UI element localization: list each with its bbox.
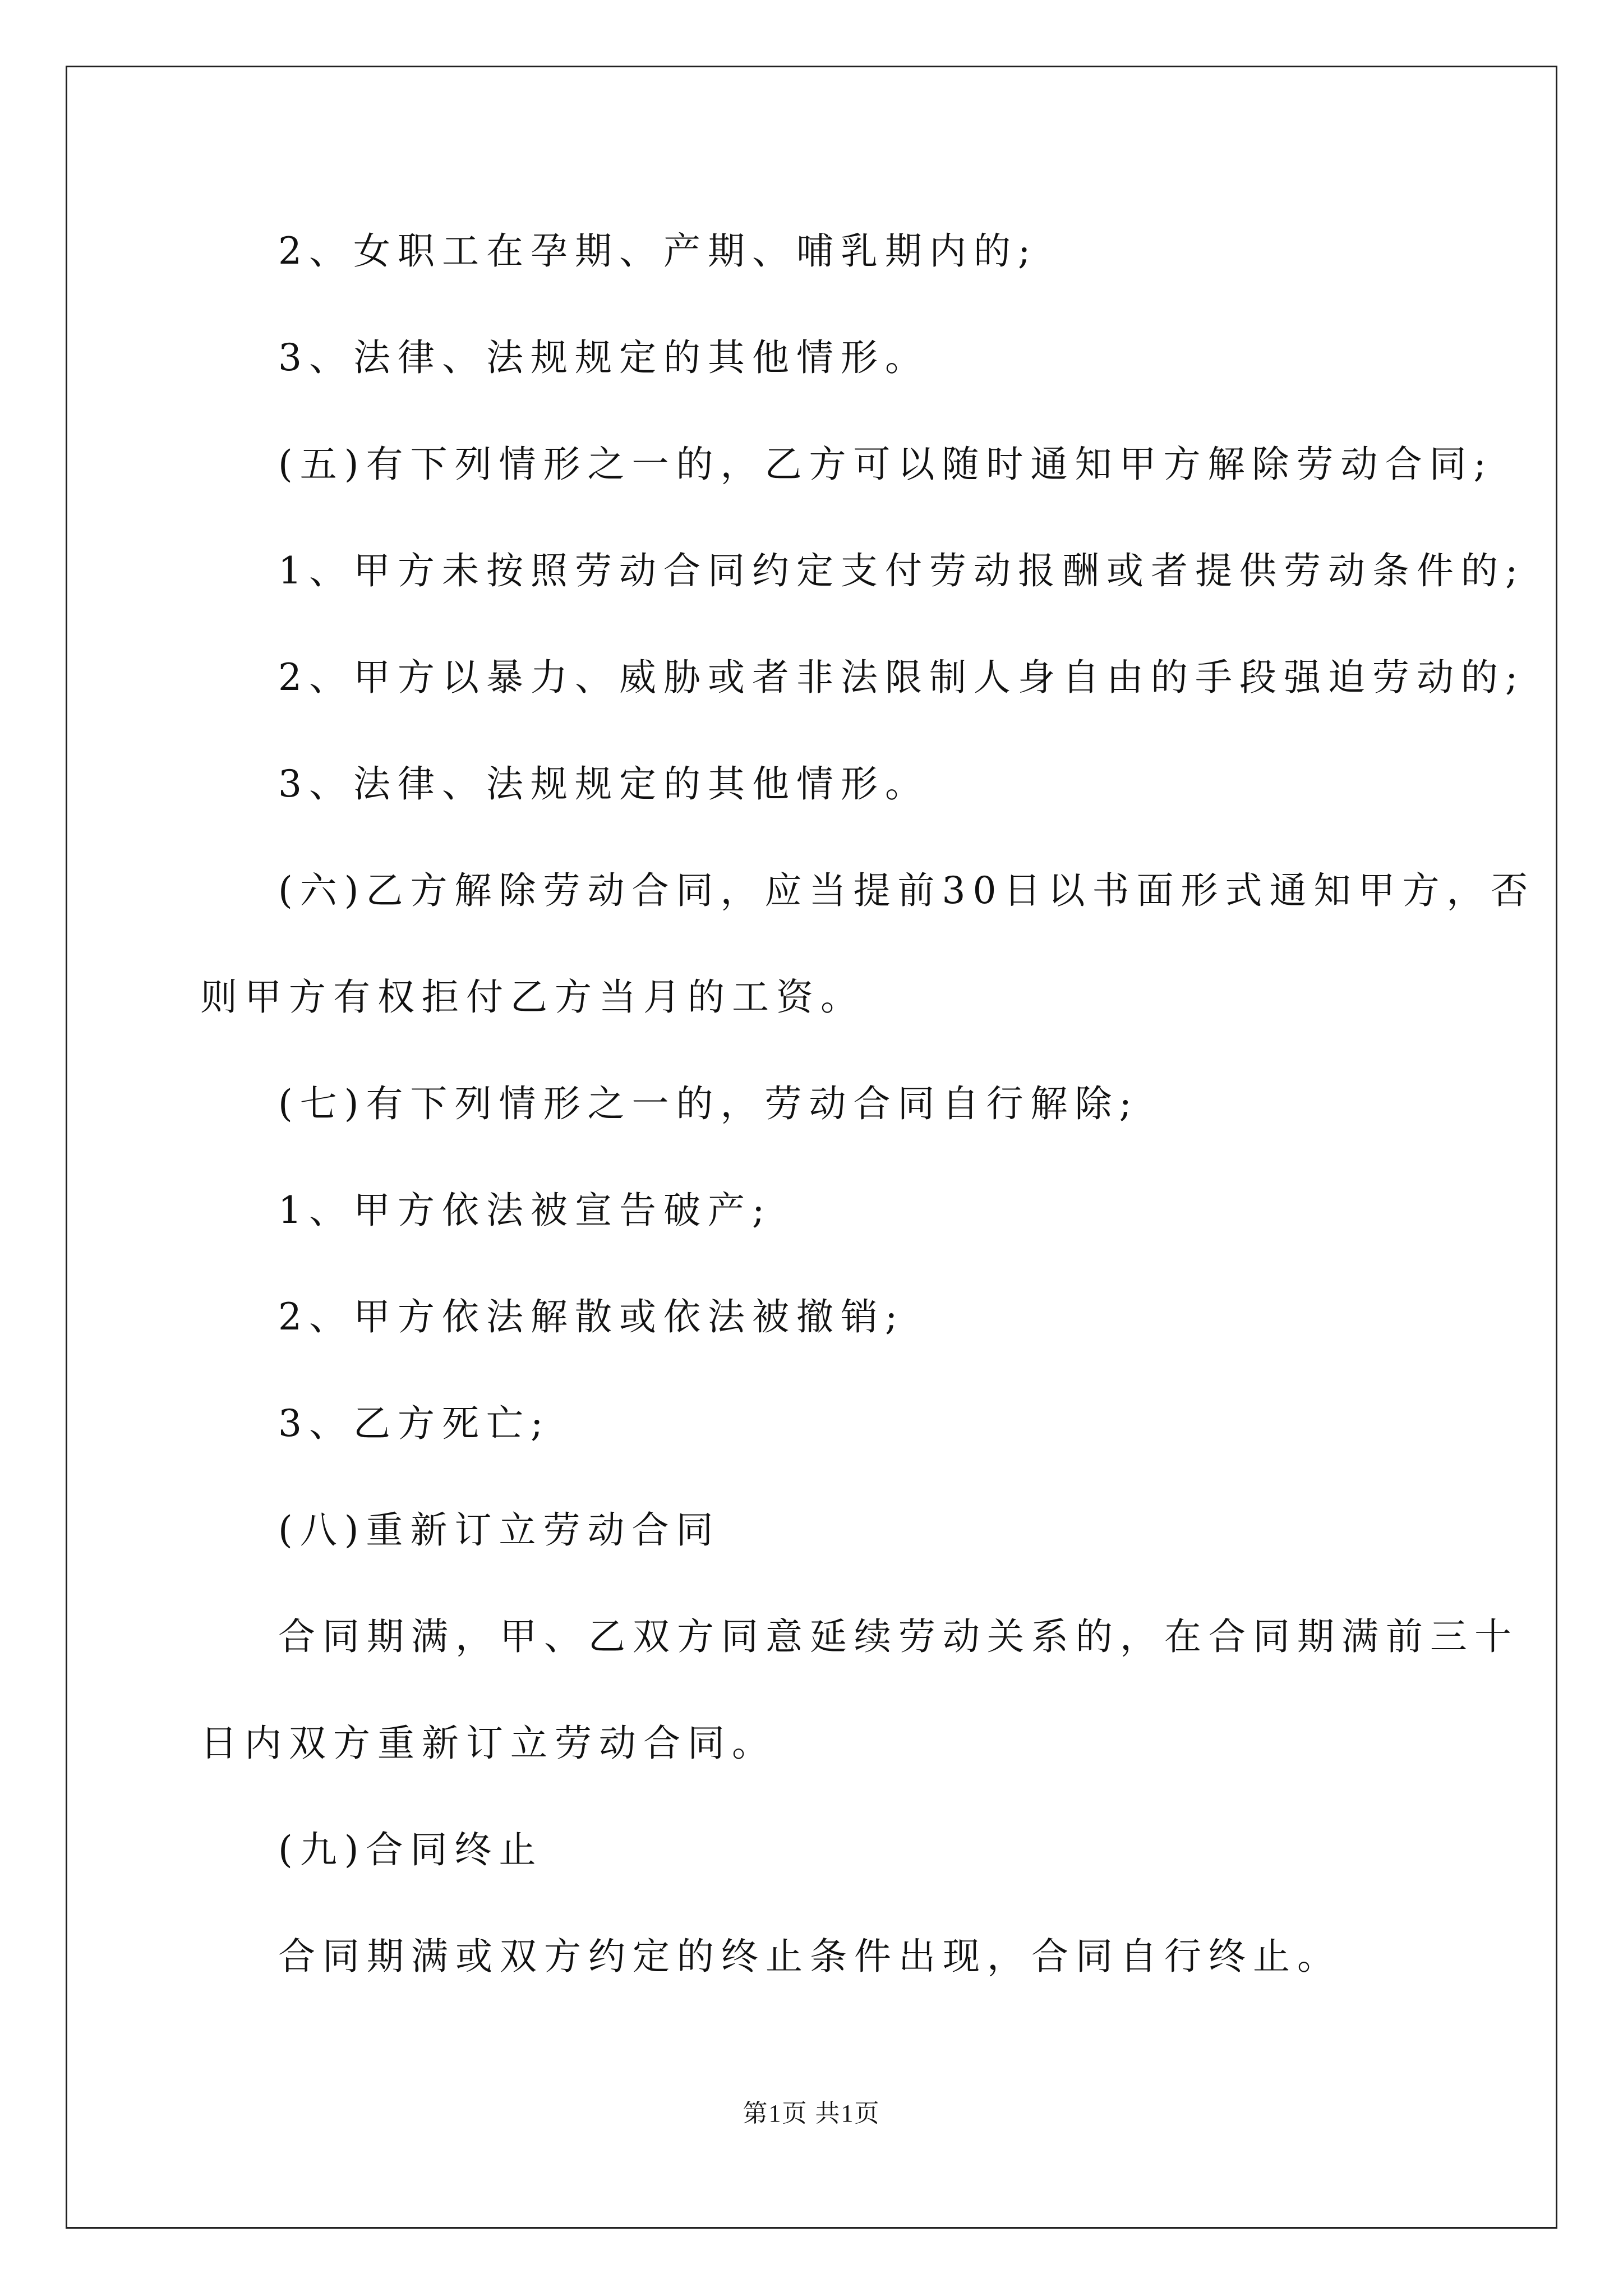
document-line: (五)有下列情形之一的，乙方可以随时通知甲方解除劳动合同; — [278, 443, 1493, 486]
document-line: (六)乙方解除劳动合同，应当提前30日以书面形式通知甲方，否 — [278, 869, 1536, 912]
document-line: 1、甲方依法被宣告破产; — [278, 1189, 772, 1232]
document-line: (八)重新订立劳动合同 — [278, 1508, 721, 1552]
document-line: 3、法律、法规规定的其他情形。 — [278, 762, 929, 806]
document-line: 2、甲方以暴力、威胁或者非法限制人身自由的手段强迫劳动的; — [278, 656, 1525, 699]
document-line: 3、法律、法规规定的其他情形。 — [278, 336, 929, 379]
document-line: 2、女职工在孕期、产期、哺乳期内的; — [278, 229, 1038, 273]
document-line: 3、乙方死亡; — [278, 1402, 551, 1445]
document-line: (七)有下列情形之一的，劳动合同自行解除; — [278, 1082, 1139, 1125]
document-line: 2、甲方依法解散或依法被撤销; — [278, 1295, 905, 1338]
document-line: 则甲方有权拒付乙方当月的工资。 — [200, 976, 865, 1019]
document-line: (九)合同终止 — [278, 1828, 543, 1871]
document-line: 1、甲方未按照劳动合同约定支付劳动报酬或者提供劳动条件的; — [278, 549, 1525, 592]
document-line: 合同期满，甲、乙双方同意延续劳动关系的，在合同期满前三十 — [278, 1615, 1519, 1658]
document-line: 日内双方重新订立劳动合同。 — [200, 1722, 776, 1765]
document-line: 合同期满或双方约定的终止条件出现，合同自行终止。 — [278, 1935, 1341, 1978]
page-border — [66, 66, 1557, 2229]
page-number-footer: 第1页 共1页 — [743, 2100, 880, 2127]
